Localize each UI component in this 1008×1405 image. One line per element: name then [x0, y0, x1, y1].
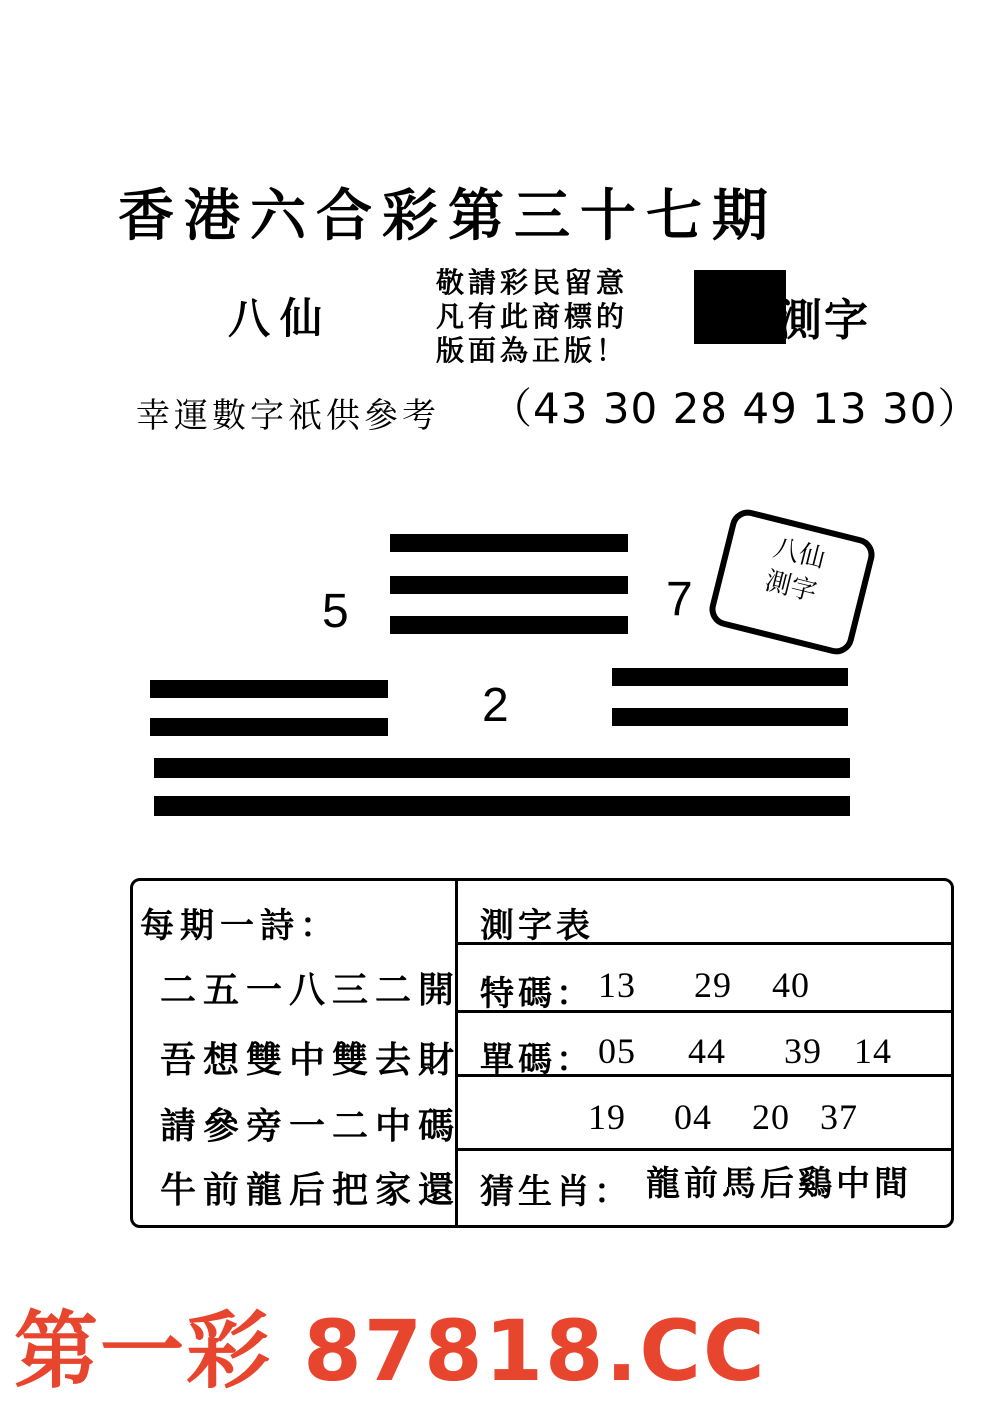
poem-line: 牛前龍后把家還 — [160, 1169, 462, 1211]
stamp-line: 八仙 — [770, 533, 828, 575]
poem-title: 每期一詩： — [140, 906, 340, 946]
brand-stamp — [706, 506, 879, 658]
special-number: 40 — [772, 965, 810, 1005]
trigram-bar — [154, 796, 850, 816]
zodiac-label: 猜生肖： — [480, 1172, 632, 1212]
single-number: 37 — [820, 1097, 858, 1137]
trigram-bar — [612, 708, 848, 726]
trigram-bar — [390, 576, 628, 594]
single-number: 05 — [598, 1031, 636, 1071]
single-number: 44 — [688, 1031, 726, 1071]
page-title: 香港六合彩第三十七期 — [118, 183, 778, 249]
notice-line: 版面為正版！ — [436, 334, 629, 367]
notice-line: 敬請彩民留意 — [436, 266, 629, 299]
trigram-bar — [390, 534, 628, 552]
special-number: 13 — [598, 965, 636, 1005]
table-header: 測字表 — [480, 906, 594, 946]
site-watermark: 第一彩 87818.CC — [14, 1302, 767, 1400]
trigram-number-center: 2 — [482, 679, 509, 732]
notice-line: 凡有此商標的 — [436, 300, 629, 333]
poem-line: 二五一八三二開 — [160, 969, 462, 1011]
trigram-number-right: 7 — [666, 573, 693, 626]
single-number: 04 — [674, 1097, 712, 1137]
single-number: 39 — [784, 1031, 822, 1071]
special-number: 29 — [694, 965, 732, 1005]
single-label: 單碼： — [480, 1040, 594, 1080]
trigram-bar — [154, 758, 850, 778]
authenticity-notice — [436, 266, 628, 368]
lucky-numbers-label: 幸運數字祇供參考 — [136, 396, 440, 436]
brand-name: 八仙 — [228, 294, 333, 343]
trigram-number-left: 5 — [322, 585, 349, 638]
table-rule — [458, 1148, 952, 1151]
trigram-bar — [150, 680, 388, 698]
single-number: 14 — [854, 1031, 892, 1071]
trigram-bar — [390, 616, 628, 634]
special-label: 特碼： — [480, 974, 594, 1014]
redaction-block — [694, 270, 786, 344]
poem-line: 吾想雙中雙去財 — [160, 1039, 462, 1081]
single-number: 20 — [752, 1097, 790, 1137]
stamp-line: 測字 — [761, 566, 820, 608]
poem-line: 請參旁一二中碼 — [160, 1105, 462, 1147]
trigram-bar — [612, 668, 848, 686]
lucky-numbers: （43 30 28 49 13 30） — [490, 384, 981, 433]
zodiac-value: 龍前馬后鷄中間 — [646, 1164, 912, 1204]
trigram-bar — [150, 718, 388, 736]
cezi-label: 測字 — [778, 295, 870, 346]
single-number: 19 — [588, 1097, 626, 1137]
